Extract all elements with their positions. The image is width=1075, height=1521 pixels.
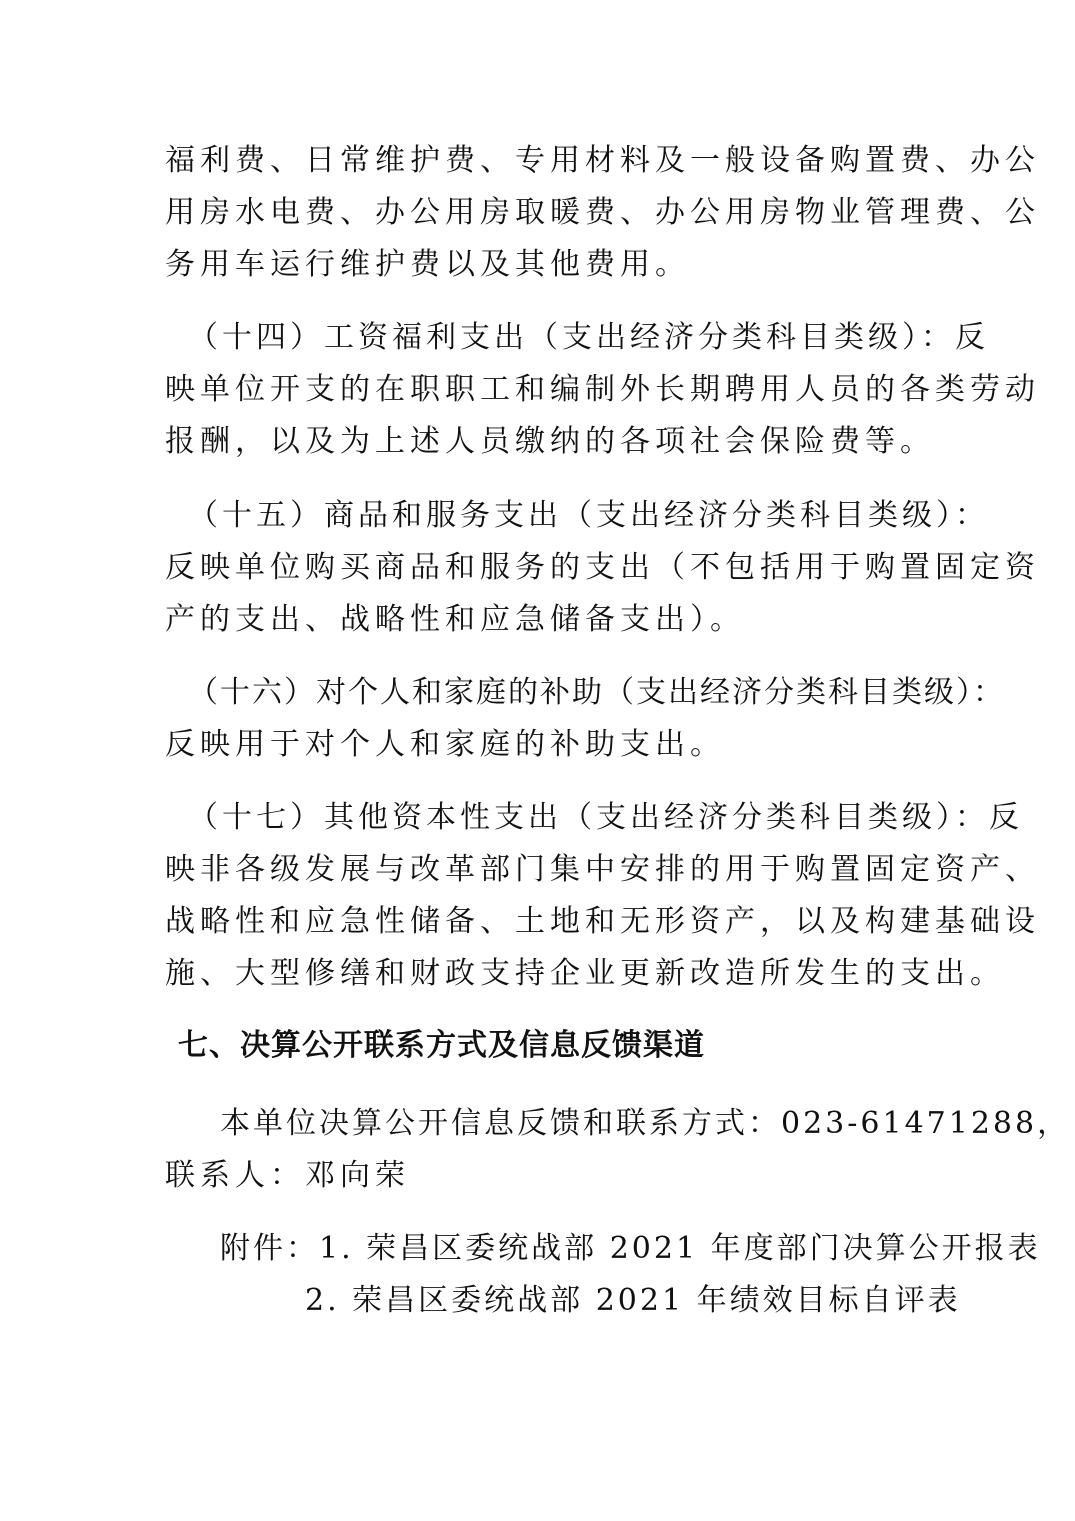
paragraph-17-line-2: 映非各级发展与改革部门集中安排的用于购置固定资产、 xyxy=(165,852,1040,887)
paragraph-16-line-2: 反映用于对个人和家庭的补助支出。 xyxy=(165,727,725,762)
paragraph-15-line-2: 反映单位购买商品和服务的支出（不包括用于购置固定资 xyxy=(165,550,1040,585)
paragraph-16-line-1: （十六）对个人和家庭的补助（支出经济分类科目类级）： xyxy=(188,675,1005,710)
paragraph-continuation-line-2: 用房水电费、办公用房取暖费、办公用房物业管理费、公 xyxy=(165,195,1040,230)
paragraph-14-line-2: 映单位开支的在职职工和编制外长期聘用人员的各类劳动 xyxy=(165,372,1040,407)
paragraph-17-line-4: 施、大型修缮和财政支持企业更新改造所发生的支出。 xyxy=(165,956,1005,991)
paragraph-17-line-3: 战略性和应急性储备、土地和无形资产，以及构建基础设 xyxy=(165,904,1040,939)
paragraph-14-line-3: 报酬，以及为上述人员缴纳的各项社会保险费等。 xyxy=(165,424,935,459)
paragraph-17-line-1: （十七）其他资本性支出（支出经济分类科目类级）：反 xyxy=(188,800,1023,835)
paragraph-15-line-3: 产的支出、战略性和应急储备支出）。 xyxy=(165,602,745,637)
paragraph-continuation-line-3: 务用车运行维护费以及其他费用。 xyxy=(165,247,690,282)
contact-line-1: 本单位决算公开信息反馈和联系方式：023-61471288， xyxy=(220,1106,1071,1141)
paragraph-continuation-line-1: 福利费、日常维护费、专用材料及一般设备购置费、办公 xyxy=(165,143,1040,178)
section-7-heading: 七、决算公开联系方式及信息反馈渠道 xyxy=(178,1028,705,1063)
contact-line-2: 联系人：邓向荣 xyxy=(165,1158,410,1193)
paragraph-15-line-1: （十五）商品和服务支出（支出经济分类科目类级）： xyxy=(188,498,989,533)
attachment-line-1: 附件：1. 荣昌区委统战部 2021 年度部门决算公开报表 xyxy=(220,1231,1041,1266)
paragraph-14-line-1: （十四）工资福利支出（支出经济分类科目类级）：反 xyxy=(188,320,989,355)
attachment-line-2: 2. 荣昌区委统战部 2021 年绩效目标自评表 xyxy=(305,1283,961,1318)
